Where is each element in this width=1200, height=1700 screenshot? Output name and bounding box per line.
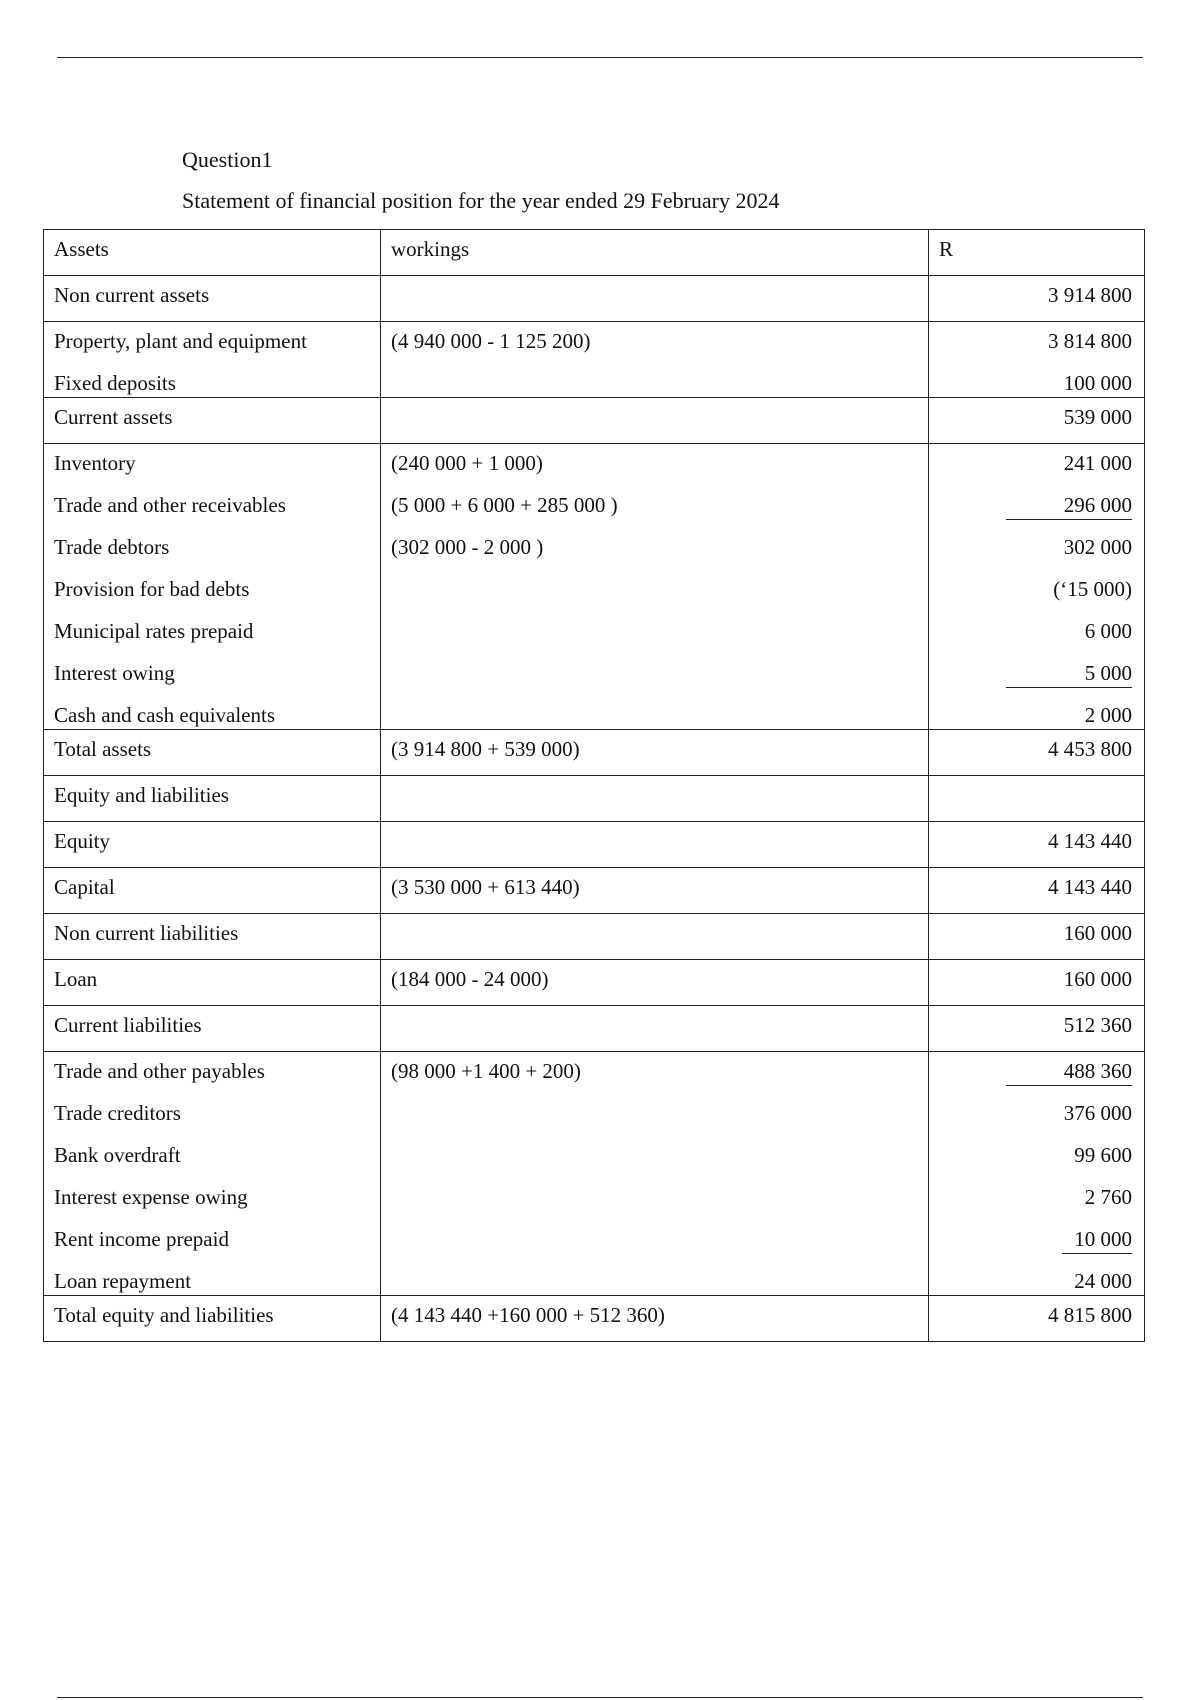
line-working [391, 575, 916, 617]
line-label: Provision for bad debts [54, 577, 250, 601]
row-equity [44, 822, 1145, 868]
amount-cell: 3 914 800 [929, 276, 1145, 322]
line-label: Interest owing [54, 661, 175, 685]
page-top-rule [57, 57, 1143, 58]
amount-cell: 160 000 [929, 960, 1145, 1006]
line-label: Trade and other payables [54, 1059, 265, 1083]
label-cell: Current assets [44, 398, 381, 444]
working-cell: (4 143 440 +160 000 + 512 360) [381, 1296, 929, 1342]
line-label: Interest expense owing [54, 1185, 248, 1209]
working-cell: (184 000 - 24 000) [381, 960, 929, 1006]
working-cell [381, 914, 929, 960]
label-cell: Total equity and liabilities [44, 1296, 381, 1342]
line-label: Trade debtors [54, 535, 170, 559]
label-cell: Capital [44, 868, 381, 914]
line-amount [939, 1225, 1132, 1267]
line-label: Inventory [54, 451, 136, 475]
line-label: Property, plant and equipment [54, 329, 307, 353]
row-total-assets [44, 730, 1145, 776]
line-label: Loan repayment [54, 1269, 192, 1293]
working-cell: (3 914 800 + 539 000) [381, 730, 929, 776]
underlined-amount: 488 360 [1006, 1057, 1132, 1086]
line-working: (240 000 + 1 000) [391, 451, 543, 475]
line-amount: 302 000 [1063, 535, 1132, 559]
line-amount: 6 000 [1084, 619, 1132, 643]
line-working [391, 701, 916, 729]
row-liabilities-block [44, 1052, 1145, 1296]
line-amount: 376 000 [1063, 1101, 1132, 1125]
label-cell [44, 322, 381, 398]
line-working [391, 659, 916, 701]
line-working: (302 000 - 2 000 ) [391, 535, 544, 559]
row-current-liabilities [44, 1006, 1145, 1052]
line-working: (4 940 000 - 1 125 200) [391, 329, 591, 353]
label-cell: Equity [44, 822, 381, 868]
header-assets: Assets [44, 230, 381, 276]
line-label: Trade creditors [54, 1101, 181, 1125]
label-cell: Non current liabilities [44, 914, 381, 960]
row-loan [44, 960, 1145, 1006]
row-current-assets [44, 398, 1145, 444]
row-equity-and-liabilities [44, 776, 1145, 822]
line-amount [939, 659, 1132, 701]
line-label: Cash and cash equivalents [54, 703, 276, 727]
amount-cell [929, 776, 1145, 822]
line-amount: 3 814 800 [1048, 329, 1132, 353]
financial-position-table [43, 229, 1145, 1342]
header-workings: workings [381, 230, 929, 276]
amount-cell: 4 815 800 [929, 1296, 1145, 1342]
row-non-current-liabilities [44, 914, 1145, 960]
statement-title: Statement of financial position for the year ended 29 February 2024 [182, 188, 780, 213]
amount-cell [929, 1052, 1145, 1296]
line-amount: 99 600 [1074, 1143, 1132, 1167]
line-amount: 2 000 [1084, 703, 1132, 727]
amount-cell [929, 322, 1145, 398]
amount-cell: 4 143 440 [929, 868, 1145, 914]
amount-cell: 4 143 440 [929, 822, 1145, 868]
page-bottom-rule [57, 1697, 1143, 1698]
working-cell [381, 276, 929, 322]
label-cell: Total assets [44, 730, 381, 776]
label-cell: Non current assets [44, 276, 381, 322]
line-working: (5 000 + 6 000 + 285 000 ) [391, 493, 618, 517]
label-cell [44, 444, 381, 730]
line-working [391, 369, 916, 397]
line-amount [939, 491, 1132, 533]
line-label: Rent income prepaid [54, 1227, 229, 1251]
table-header-row [44, 230, 1145, 276]
underlined-amount: 10 000 [1062, 1225, 1132, 1254]
working-cell: (3 530 000 + 613 440) [381, 868, 929, 914]
working-cell [381, 398, 929, 444]
row-capital [44, 868, 1145, 914]
amount-cell: 160 000 [929, 914, 1145, 960]
row-total-equity-and-liabilities [44, 1296, 1145, 1342]
row-non-current-assets [44, 276, 1145, 322]
label-cell: Current liabilities [44, 1006, 381, 1052]
question-heading: Question1 [182, 147, 273, 172]
line-amount: (‘15 000) [1053, 577, 1132, 601]
line-amount: 24 000 [1074, 1269, 1132, 1293]
line-label: Bank overdraft [54, 1143, 181, 1167]
label-cell: Equity and liabilities [44, 776, 381, 822]
row-current-assets-block [44, 444, 1145, 730]
row-ppe-block [44, 322, 1145, 398]
underlined-amount: 5 000 [1006, 659, 1132, 688]
working-cell [381, 444, 929, 730]
amount-cell: 4 453 800 [929, 730, 1145, 776]
line-amount [939, 1057, 1132, 1099]
label-cell: Loan [44, 960, 381, 1006]
line-amount: 100 000 [1063, 371, 1132, 395]
working-cell [381, 322, 929, 398]
line-label: Fixed deposits [54, 371, 176, 395]
amount-cell [929, 444, 1145, 730]
working-cell [381, 1006, 929, 1052]
line-amount: 2 760 [1084, 1185, 1132, 1209]
working-cell: (98 000 +1 400 + 200) [381, 1052, 929, 1296]
line-label: Municipal rates prepaid [54, 619, 254, 643]
working-cell [381, 822, 929, 868]
line-amount: 241 000 [1063, 451, 1132, 475]
underlined-amount: 296 000 [1006, 491, 1132, 520]
label-cell [44, 1052, 381, 1296]
amount-cell: 512 360 [929, 1006, 1145, 1052]
line-label: Trade and other receivables [54, 493, 286, 517]
header-rand: R [929, 230, 1145, 276]
working-cell [381, 776, 929, 822]
amount-cell: 539 000 [929, 398, 1145, 444]
line-working [391, 617, 916, 659]
